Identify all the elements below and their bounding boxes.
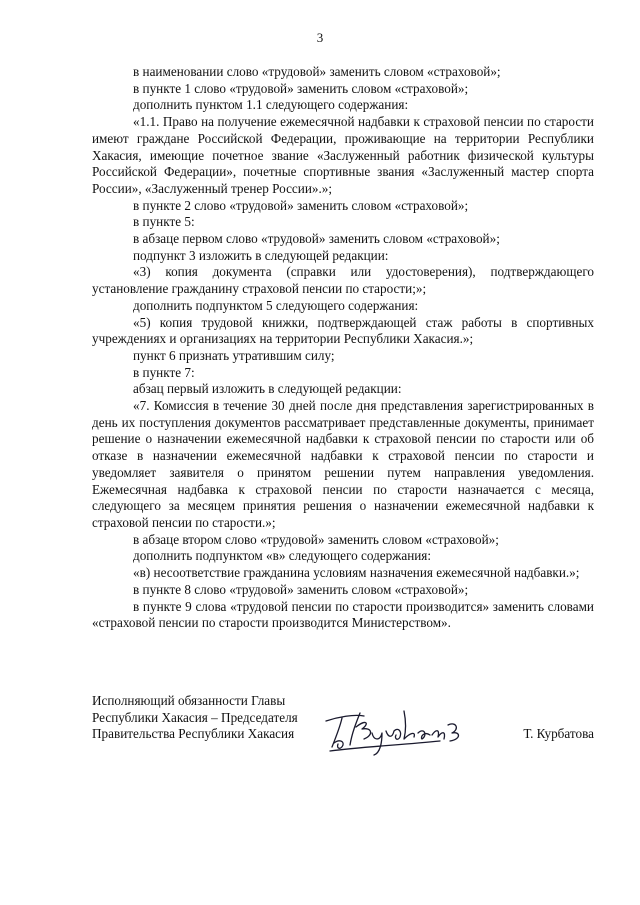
paragraph: «3) копия документа (справки или удостоверения), подтверждающего установление гражданину страховой пенсии по старости;»; (92, 264, 594, 297)
paragraph: в пункте 8 слово «трудовой» заменить словом «страховой»; (133, 581, 469, 597)
paragraph: подпункт 3 изложить в следующей редакции: (133, 247, 389, 263)
paragraph: абзац первый изложить в следующей редакции: (133, 381, 402, 397)
paragraph: в пункте 7: (133, 364, 195, 380)
signer-title-line: Исполняющий обязанности Главы (92, 693, 286, 708)
paragraph: дополнить подпунктом 5 следующего содержания: (133, 297, 419, 313)
paragraph: в абзаце втором слово «трудовой» заменить словом «страховой»; (133, 531, 499, 547)
handwritten-signature (320, 697, 470, 757)
paragraph: «в) несоответствие гражданина условиям назначения ежемесячной надбавки.»; (133, 565, 580, 581)
paragraph: дополнить пунктом 1.1 следующего содержания: (133, 97, 409, 113)
paragraph: в абзаце первом слово «трудовой» заменить словом «страховой»; (133, 231, 500, 247)
signer-name: Т. Курбатова (523, 726, 594, 741)
signature-block (92, 693, 594, 763)
paragraph: «1.1. Право на получение ежемесячной надбавки к страховой пенсии по старости имеют граждане Российской Федерации, проживающие на территории Республики Хакасия, имеющие почетное звание «Заслуженный работник физической культуры Российской Федерации», почетные спортивные звания «Заслуженный мастер спорта России», «Заслуженный тренер России».»; (92, 114, 594, 196)
paragraph: дополнить подпунктом «в» следующего содержания: (133, 548, 432, 564)
paragraph: «7. Комиссия в течение 30 дней после дня представления зарегистрированных в день их поступления документов рассматривает представленные документы, принимает решение о назначении ежемесячной надбавки к страховой пенсии по старости или об отказе в назначении ежемесячной надбавки к страховой пенсии по старости и уведомляет заявителя о принятом решении путем направления уведомления. Ежемесячная надбавка к страховой пенсии по старости назначается с месяца, следующего за месяцем принятия решения о назначении ежемесячной надбавки к страховой пенсии по старости.»; (92, 398, 594, 530)
signer-title-line: Республики Хакасия – Председателя (92, 709, 298, 725)
paragraph: в пункте 1 слово «трудовой» заменить словом «страховой»; (133, 80, 469, 96)
paragraph: пункт 6 признать утратившим силу; (133, 347, 335, 363)
document-body (92, 64, 594, 632)
paragraph: в пункте 2 слово «трудовой» заменить словом «страховой»; (133, 197, 469, 213)
paragraph: в наименовании слово «трудовой» заменить словом «страховой»; (133, 64, 501, 79)
page-number: 3 (316, 30, 324, 45)
signer-title-line: Правительства Республики Хакасия (92, 726, 295, 742)
paragraph: «5) копия трудовой книжки, подтверждающей стаж работы в спортивных учреждениях и организациях на территории Республики Хакасия.»; (92, 314, 594, 347)
paragraph: в пункте 9 слова «трудовой пенсии по старости производится» заменить словами «страховой пенсии по старости производится Министерством». (92, 598, 594, 631)
paragraph: в пункте 5: (133, 214, 195, 230)
signer-title (92, 693, 298, 743)
